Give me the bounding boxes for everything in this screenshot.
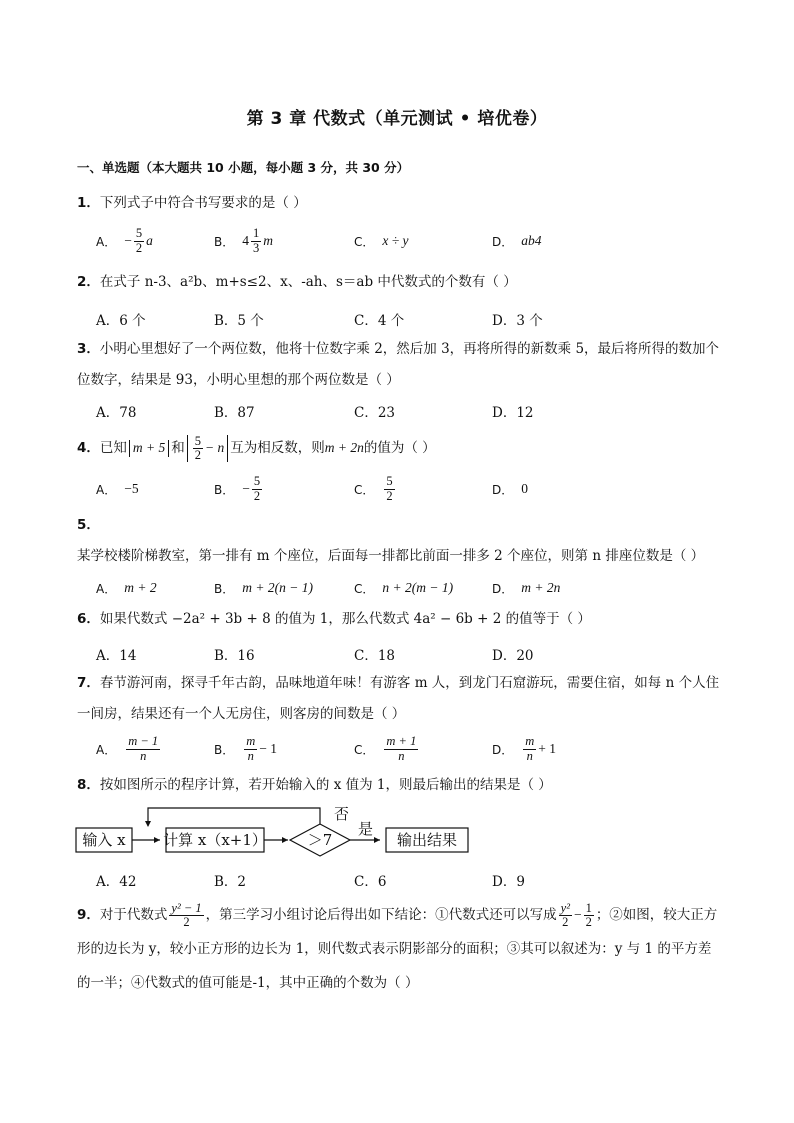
q8-option-c[interactable]: C．6: [354, 874, 387, 890]
q6-option-d[interactable]: D．20: [492, 648, 534, 664]
question-4: 4．已知 m + 5 和 $\frac{5}{2}$ − n 互为相反数，则m + 2n的值为（ ）: [77, 433, 436, 462]
question-text: 春节游河南，探寻千年古韵，品味地道年味！有游客 m 人，到龙门石窟游玩，需要住宿，如每 n 个人住一间房，结果还有一个人无房住，则客房的间数是（ ）: [77, 675, 720, 722]
question-5: [77, 510, 722, 572]
q5-option-b[interactable]: B． m + 2(n − 1): [214, 580, 313, 596]
q3-option-c[interactable]: C．23: [354, 405, 396, 421]
question-number: 9．: [77, 907, 100, 923]
flow-yes-label: 是: [358, 820, 374, 838]
q3-option-b[interactable]: B．87: [214, 405, 255, 421]
fraction: $\frac{1}{2}$: [585, 900, 592, 929]
q7-option-c[interactable]: C． $\frac{m + 1}{n}$: [354, 734, 417, 763]
q7-option-a[interactable]: A． $\frac{m - 1}{n}$: [96, 734, 159, 763]
q7-option-d[interactable]: D． $\frac{m}{n}$ + 1: [492, 734, 557, 763]
q5-options: [96, 571, 736, 605]
question-text: 某学校楼阶梯教室，第一排有 m 个座位，后面每一排都比前面一排多 2 个座位，则第 n 排座位数是（ ）: [77, 548, 705, 564]
question-number: 8．: [77, 777, 100, 793]
question-number: 1．: [77, 195, 100, 211]
question-3: [77, 334, 722, 396]
q2-options: [96, 302, 736, 336]
q6-options: [96, 637, 736, 671]
flow-no-label: 否: [334, 805, 350, 823]
flow-loop-arrow: [148, 808, 320, 826]
question-number: 7．: [77, 675, 100, 691]
flow-condition-label: ＞7: [307, 831, 333, 849]
question-text: 如果代数式 −2a² + 3b + 8 的值为 1，那么代数式 4a² − 6b + 2 的值等于（ ）: [99, 611, 591, 627]
question-1: [77, 188, 722, 219]
question-9: 9．对于代数式 $\frac{\text{y² − 1}}{2}$ ，第三学习小组讨论后得出如下结论：①代数式还可以写成 $\frac{\text{y²}}{2}$ − $\frac{1}{2}$ ；②如图，较大正方形的边长为 y，较小正方形的边长为 1，则代数式表示阴影部分的面积；③其可以叙述为：y 与 1 的平方差的一半；④代数式的值可能是-1，其中正确的个数为（ ）: [77, 900, 718, 991]
q8-option-d[interactable]: D．9: [492, 874, 525, 890]
q5-option-c[interactable]: C． n + 2(m − 1): [354, 580, 454, 596]
q4-option-d[interactable]: D． 0: [492, 481, 528, 497]
fraction: $\frac{m}{n}$: [525, 734, 535, 763]
q5-option-a[interactable]: A． m + 2: [96, 580, 157, 596]
q8-option-a[interactable]: A．42: [96, 874, 137, 890]
question-2: [77, 267, 722, 298]
q3-option-d[interactable]: D．12: [492, 405, 534, 421]
question-text: 在式子 n-3、a²b、m+s≤2、x、-ah、s＝ab 中代数式的个数有（ ）: [99, 274, 517, 290]
fraction: $\frac{1}{3}$: [252, 226, 260, 255]
absolute-value: m + 5: [129, 440, 169, 456]
q6-option-c[interactable]: C．18: [354, 648, 396, 664]
fraction: $\frac{5}{2}$: [386, 474, 393, 503]
fraction: $\frac{m}{n}$: [246, 734, 256, 763]
q2-option-c[interactable]: C．4 个: [354, 313, 405, 329]
question-7: [77, 668, 722, 730]
program-flowchart: [72, 802, 482, 862]
question-6: [77, 604, 722, 635]
question-number: 6．: [77, 611, 100, 627]
question-number: 5．: [77, 517, 100, 533]
q4-option-c[interactable]: C． $\frac{5}{2}$: [354, 474, 393, 503]
q2-option-b[interactable]: B．5 个: [214, 313, 264, 329]
q4-options: [96, 472, 736, 506]
q7-option-b[interactable]: B． $\frac{m}{n}$ − 1: [214, 734, 278, 763]
question-8: [77, 770, 722, 801]
question-text: 下列式子中符合书写要求的是（ ）: [99, 195, 307, 211]
absolute-value: $\frac{5}{2}$ − n: [187, 435, 229, 462]
q2-option-d[interactable]: D．3 个: [492, 313, 543, 329]
section-heading: 一、单选题（本大题共 10 小题，每小题 3 分，共 30 分）: [77, 160, 410, 175]
fraction: $\frac{5}{2}$: [253, 474, 261, 503]
q1-option-c[interactable]: C． x ÷ y: [354, 233, 409, 249]
q1-option-a[interactable]: A． − $\frac{5}{2}$ a: [96, 226, 153, 255]
q1-options: [96, 224, 736, 258]
q4-option-b[interactable]: B． − $\frac{5}{2}$: [214, 474, 261, 503]
q6-option-b[interactable]: B．16: [214, 648, 255, 664]
fraction: $\frac{m + 1}{n}$: [386, 734, 417, 763]
q5-option-d[interactable]: D． m + 2n: [492, 580, 561, 596]
q6-option-a[interactable]: A．14: [96, 648, 137, 664]
question-number: 2．: [77, 274, 100, 290]
question-number: 4．: [77, 440, 100, 456]
flow-output-label: 输出结果: [396, 831, 458, 849]
question-text: 按如图所示的程序计算，若开始输入的 x 值为 1，则最后输出的结果是（ ）: [99, 777, 552, 793]
q8-options: [96, 863, 736, 897]
q8-option-b[interactable]: B．2: [214, 874, 247, 890]
q2-option-a[interactable]: A．6 个: [96, 313, 146, 329]
question-number: 3．: [77, 341, 100, 357]
fraction: $\frac{m - 1}{n}$: [128, 734, 159, 763]
fraction: $\frac{\text{y² − 1}}{2}$: [171, 900, 202, 929]
q1-option-b[interactable]: B． 4 $\frac{1}{3}$ m: [214, 226, 273, 255]
q4-option-a[interactable]: A． −5: [96, 481, 139, 497]
flow-input-label: 输入 x: [82, 831, 126, 849]
q7-options: [96, 732, 736, 766]
fraction: $\frac{\text{y²}}{2}$: [560, 900, 570, 929]
flow-compute-label: 计算 x（x+1）: [163, 831, 267, 849]
page-title: 第 3 章 代数式（单元测试 • 培优卷）: [246, 109, 548, 129]
question-text: 小明心里想好了一个两位数，他将十位数字乘 2，然后加 3，再将所得的新数乘 5，最后将所得的数加个位数字，结果是 93，小明心里想的那个两位数是（ ）: [77, 341, 720, 388]
q1-option-d[interactable]: D． ab4: [492, 233, 542, 249]
fraction: $\frac{5}{2}$: [135, 226, 143, 255]
q3-options: [96, 394, 736, 428]
q3-option-a[interactable]: A．78: [96, 405, 137, 421]
